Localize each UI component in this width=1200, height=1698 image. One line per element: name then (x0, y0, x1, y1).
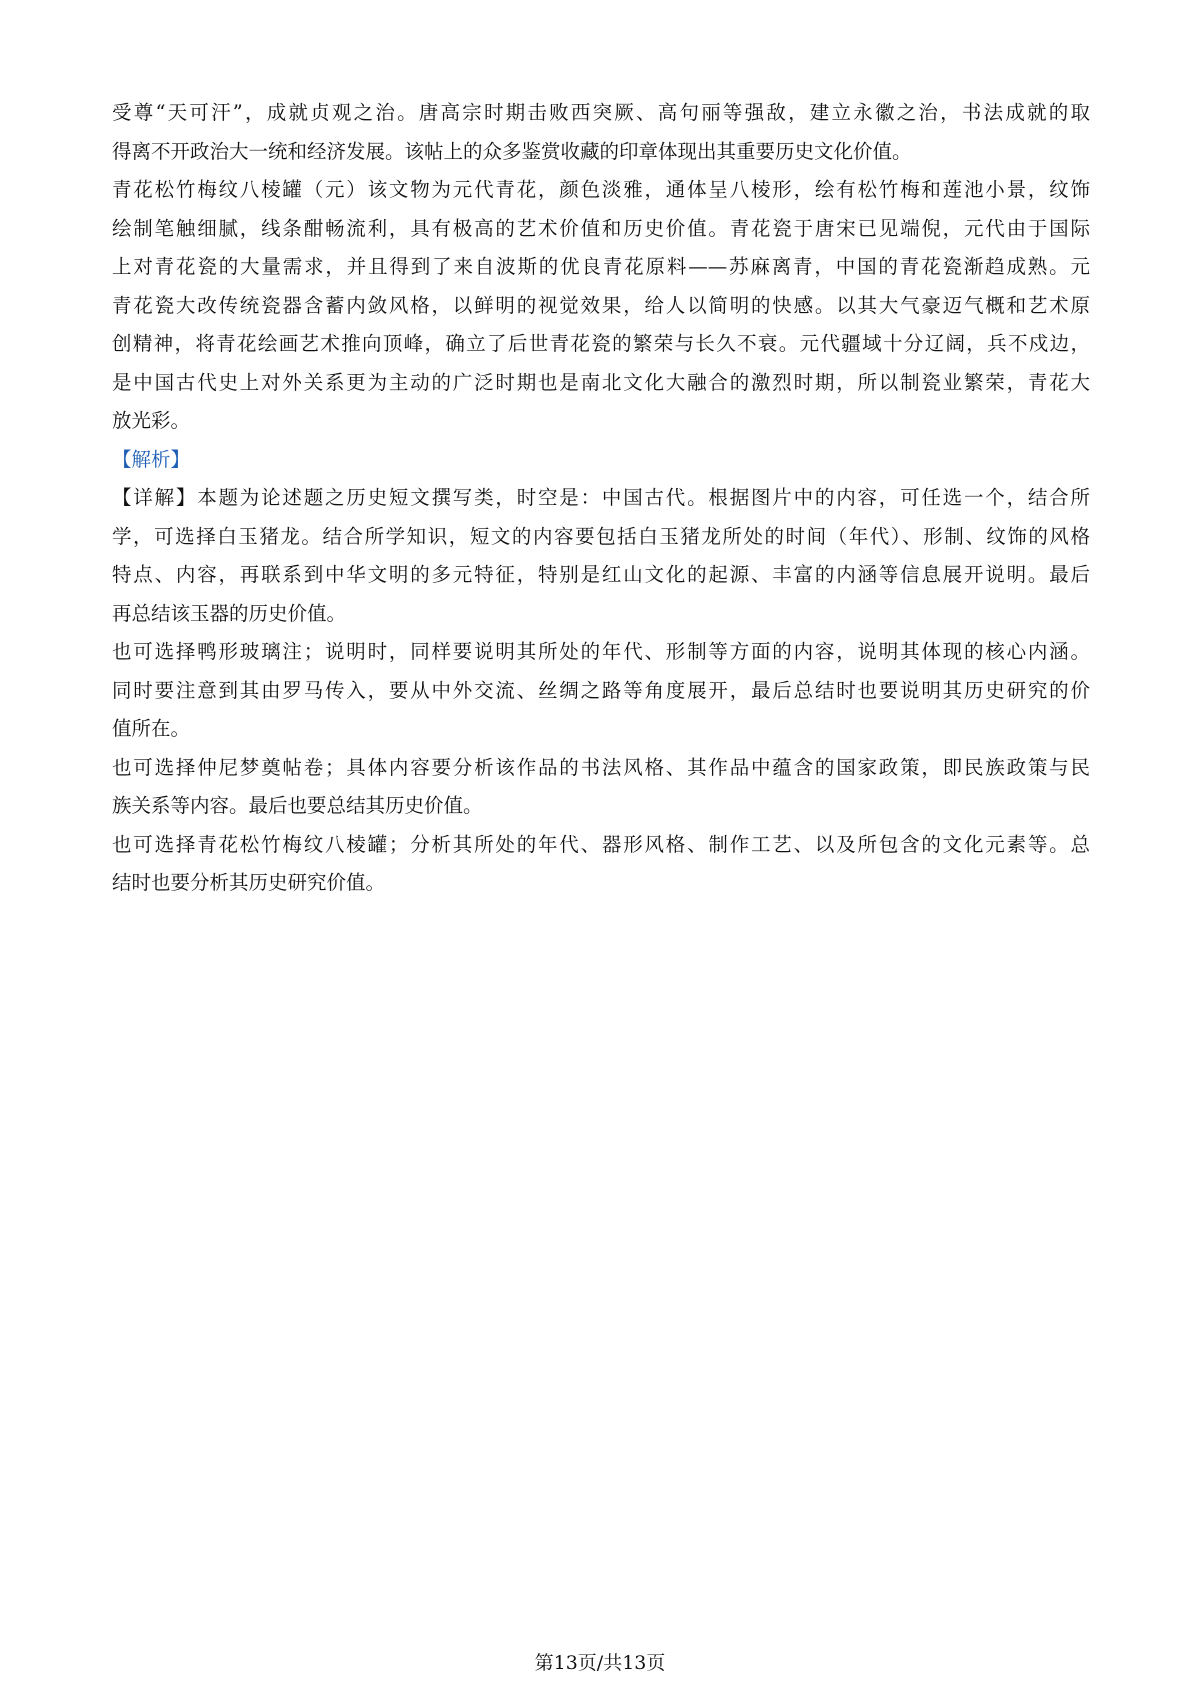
document-body (112, 94, 1090, 903)
paragraph-line: 创精神，将青花绘画艺术推向顶峰，确立了后世青花瓷的繁荣与长久不衰。元代疆域十分辽阔，兵不戍边， (112, 332, 1090, 355)
paragraph-line: 放光彩。 (112, 409, 191, 432)
paragraph-line: 也可选择青花松竹梅纹八棱罐；分析其所处的年代、器形风格、制作工艺、以及所包含的文化元素等。总 (112, 832, 1090, 856)
paragraph-line: 受尊“天可汗”，成就贞观之治。唐高宗时期击败西突厥、高句丽等强敌，建立永徽之治，书法成就的取 (112, 101, 1090, 124)
paragraph-line: 青花瓷大改传统瓷器含蓄内敛风格，以鲜明的视觉效果，给人以简明的快感。以其大气豪迈气概和艺术原 (112, 293, 1090, 317)
paragraph-line: 绘制笔触细腻，线条酣畅流利，具有极高的艺术价值和历史价值。青花瓷于唐宋已见端倪，元代由于国际 (112, 216, 1090, 240)
paragraph-line: 特点、内容，再联系到中华文明的多元特征，特别是红山文化的起源、丰富的内涵等信息展开说明。最后 (112, 563, 1090, 586)
paragraph-line: 【详解】本题为论述题之历史短文撰写类，时空是：中国古代。根据图片中的内容，可任选一个，结合所 (112, 486, 1090, 509)
page-footer: 第13页/共13页 (534, 1652, 666, 1674)
paragraph-line: 得离不开政治大一统和经济发展。该帖上的众多鉴赏收藏的印章体现出其重要历史文化价值。 (112, 139, 912, 163)
paragraph-line: 上对青花瓷的大量需求，并且得到了来自波斯的优良青花原料——苏麻离青，中国的青花瓷渐趋成熟。元 (112, 255, 1090, 278)
paragraph-line: 同时要注意到其由罗马传入，要从中外交流、丝绸之路等角度展开，最后总结时也要说明其历史研究的价 (112, 678, 1090, 702)
paragraph-line: 是中国古代史上对外关系更为主动的广泛时期也是南北文化大融合的激烈时期，所以制瓷业繁荣，青花大 (112, 370, 1090, 394)
paragraph-line: 结时也要分析其历史研究价值。 (112, 871, 386, 894)
paragraph-line: 再总结该玉器的历史价值。 (112, 601, 347, 625)
paragraph-line: 学，可选择白玉猪龙。结合所学知识，短文的内容要包括白玉猪龙所处的时间（年代）、形制、纹饰的风格 (112, 524, 1090, 548)
paragraph-line: 值所在。 (112, 717, 191, 740)
paragraph-line: 也可选择仲尼梦奠帖卷；具体内容要分析该作品的书法风格、其作品中蕴含的国家政策，即民族政策与民 (112, 755, 1090, 779)
paragraph-line: 也可选择鸭形玻璃注；说明时，同样要说明其所处的年代、形制等方面的内容，说明其体现的核心内涵。 (112, 640, 1090, 663)
paragraph-line: 青花松竹梅纹八棱罐（元）该文物为元代青花，颜色淡雅，通体呈八棱形，绘有松竹梅和莲池小景，纹饰 (112, 178, 1090, 201)
paragraph-line: 族关系等内容。最后也要总结其历史价值。 (112, 794, 483, 817)
section-label: 【解析】 (112, 447, 191, 471)
